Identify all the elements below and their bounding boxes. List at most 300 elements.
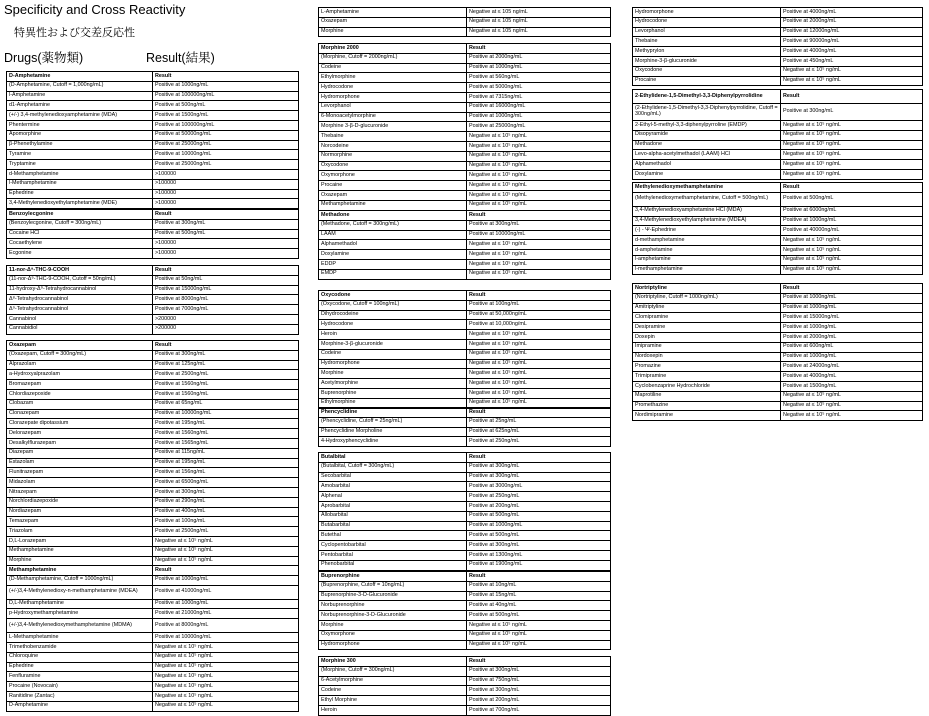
result-cell: Positive at 1000ng/mL <box>781 323 923 333</box>
result-cell: Negative at ≤ 10⁵ ng/mL <box>781 121 923 131</box>
table-row <box>633 236 923 246</box>
result-cell: Negative at ≤ 10⁵ ng/mL <box>467 339 611 349</box>
drug-name-cell: Procaine <box>319 181 467 191</box>
table-row <box>319 141 611 151</box>
drug-class-heading: Butalbital <box>319 453 467 463</box>
drug-name-cell: Maprotiline <box>633 391 781 401</box>
drug-name-cell: Tyramine <box>7 150 153 160</box>
drug-name-cell: Heroin <box>319 330 467 340</box>
table-row <box>7 642 299 652</box>
drug-name-cell: Disopyramide <box>633 130 781 140</box>
result-cell: Positive at 300ng/mL <box>781 104 923 121</box>
drug-name-cell: 2-Ethyl-5-methyl-3,3-diphenylpyrroline (EMDP) <box>633 121 781 131</box>
result-cell: Positive at 40ng/mL <box>467 601 611 611</box>
table-header-row <box>7 341 299 351</box>
result-cell: Negative at ≤ 10⁵ ng/mL <box>467 190 611 200</box>
drug-name-cell: D,L-Methamphetamine <box>7 599 153 609</box>
drug-name-cell: Hydromorphone <box>319 92 467 102</box>
drug-name-cell: Morphine 3-β-D-glucuronide <box>319 122 467 132</box>
table-row <box>319 8 611 18</box>
table-row <box>319 310 611 320</box>
result-cell: Negative at ≤ 10⁵ ng/mL <box>153 556 299 566</box>
table-row <box>319 250 611 260</box>
drug-name-cell: Diazepam <box>7 448 153 458</box>
result-cell: Positive at 7000ng/mL <box>153 305 299 315</box>
drug-name-cell: Phencyclidine Morpholine <box>319 427 467 437</box>
drug-name-cell: Clomipramine <box>633 313 781 323</box>
drug-name-cell: Estazolam <box>7 458 153 468</box>
result-heading: Result <box>467 657 611 667</box>
drug-name-cell: Morphine <box>319 620 467 630</box>
table-row <box>7 229 299 239</box>
table-row <box>7 672 299 682</box>
result-cell: Positive at 25000ng/mL <box>467 122 611 132</box>
drug-name-cell: (-) - Ψ-Ephedrine <box>633 226 781 236</box>
result-cell: Positive at 2000ng/mL <box>781 332 923 342</box>
result-cell: Negative at ≤ 10⁵ ng/mL <box>467 269 611 279</box>
result-cell: Positive at 1000ng/mL <box>467 63 611 73</box>
drug-name-cell: (Morphine, Cutoff = 2000ng/mL) <box>319 53 467 63</box>
drug-name-cell: L-Methamphetamine <box>7 633 153 643</box>
table-row <box>319 417 611 427</box>
table-row <box>7 487 299 497</box>
result-heading: Result <box>781 183 923 193</box>
drug-name-cell: Δ⁸-Tetrahydrocannabinol <box>7 295 153 305</box>
drug-name-cell: Secobarbital <box>319 472 467 482</box>
result-cell: Negative at ≤ 10⁵ ng/mL <box>153 642 299 652</box>
table-row <box>319 161 611 171</box>
table-header-row <box>7 72 299 82</box>
drug-name-cell: Oxazepam <box>319 17 467 27</box>
drug-name-cell: Allobarbital <box>319 511 467 521</box>
result-cell: Positive at 10000ng/mL <box>153 409 299 419</box>
table-header-row <box>7 210 299 220</box>
table-row <box>319 190 611 200</box>
table-row <box>319 151 611 161</box>
drug-name-cell: Morphine <box>319 27 467 37</box>
table-row <box>7 120 299 130</box>
result-cell: Positive at 100000ng/mL <box>153 120 299 130</box>
drug-name-cell: Clorazepate dipotassium <box>7 419 153 429</box>
result-heading: Result <box>467 572 611 582</box>
table-row <box>7 189 299 199</box>
table-row <box>633 160 923 170</box>
result-cell: Positive at 10000ng/mL <box>153 633 299 643</box>
result-cell: Negative at ≤ 10⁵ ng/mL <box>467 250 611 260</box>
result-cell: Positive at 6500ng/mL <box>153 478 299 488</box>
result-cell: Positive at 200ng/mL <box>467 501 611 511</box>
table-row <box>7 458 299 468</box>
table-row <box>319 339 611 349</box>
result-cell: Positive at 125ng/mL <box>153 360 299 370</box>
table-row <box>7 380 299 390</box>
drug-name-cell: Tryptamine <box>7 160 153 170</box>
table-row <box>7 478 299 488</box>
result-heading: Result <box>153 72 299 82</box>
result-cell: Negative at ≤ 10⁵ ng/mL <box>467 398 611 408</box>
table-row <box>319 27 611 37</box>
table-row <box>319 581 611 591</box>
result-cell: Negative at ≤ 10⁵ ng/mL <box>467 330 611 340</box>
table-row <box>7 249 299 259</box>
result-cell: Positive at 156ng/mL <box>153 468 299 478</box>
table-row <box>7 682 299 692</box>
table-row <box>7 370 299 380</box>
result-cell: Positive at 500ng/mL <box>467 611 611 621</box>
table-row <box>7 662 299 672</box>
table-row <box>633 362 923 372</box>
table-row <box>319 102 611 112</box>
result-cell: Positive at 195ng/mL <box>153 419 299 429</box>
table-header-row <box>319 44 611 54</box>
drug-name-cell: Hydrocodone <box>633 17 781 27</box>
table-row <box>319 611 611 621</box>
result-cell: Negative at ≤ 10⁵ ng/mL <box>467 181 611 191</box>
result-cell: Negative at ≤ 10⁵ ng/mL <box>781 76 923 86</box>
reactivity-table <box>6 71 299 209</box>
drug-name-cell: Codeine <box>319 63 467 73</box>
reactivity-table <box>6 265 299 335</box>
result-cell: Positive at 8000ng/mL <box>153 619 299 633</box>
table-row <box>7 101 299 111</box>
drug-name-cell: Promethazine <box>633 401 781 411</box>
result-cell: Positive at 8000ng/mL <box>153 295 299 305</box>
drug-name-cell: Norbuprenorphine <box>319 601 467 611</box>
result-cell: Negative at ≤ 10⁵ ng/mL <box>781 255 923 265</box>
result-cell: Negative at ≤ 10⁵ ng/mL <box>153 701 299 711</box>
table-row <box>319 676 611 686</box>
table-row <box>7 350 299 360</box>
drug-name-cell: Nitrazepam <box>7 487 153 497</box>
drug-name-cell: Heroin <box>319 705 467 715</box>
page-subtitle: 特異性および交差反応性 <box>14 27 135 39</box>
table-header-row <box>319 211 611 221</box>
result-cell: Negative at ≤ 10⁵ ng/mL <box>467 151 611 161</box>
result-cell: Positive at 300ng/mL <box>153 487 299 497</box>
drugs-column-heading: Drugs(薬物類) <box>4 51 84 65</box>
result-cell: Positive at 1300ng/mL <box>467 550 611 560</box>
result-cell: Positive at 25ng/mL <box>467 417 611 427</box>
table-row <box>319 359 611 369</box>
drug-name-cell: Temazepam <box>7 517 153 527</box>
table-row <box>319 601 611 611</box>
reactivity-table <box>632 89 923 180</box>
result-cell: Negative at ≤ 10⁵ ng/mL <box>467 141 611 151</box>
drug-name-cell: EDDP <box>319 259 467 269</box>
result-cell: Negative at ≤ 10⁵ ng/mL <box>153 682 299 692</box>
drug-name-cell: β-Phenethylamine <box>7 140 153 150</box>
table-row <box>7 599 299 609</box>
drug-name-cell: l-Methamphetamine <box>7 179 153 189</box>
table-row <box>633 265 923 275</box>
result-cell: Positive at 1560ng/mL <box>153 380 299 390</box>
drug-name-cell: Methamphetamine <box>319 200 467 210</box>
result-cell: Positive at 300ng/mL <box>467 472 611 482</box>
table-row <box>319 230 611 240</box>
reactivity-table <box>318 290 611 409</box>
table-row <box>319 330 611 340</box>
result-cell: Positive at 2500ng/mL <box>153 370 299 380</box>
result-cell: >100000 <box>153 169 299 179</box>
reactivity-table <box>318 407 611 447</box>
reactivity-table <box>632 7 923 86</box>
drug-name-cell: Cyclopentobarbital <box>319 541 467 551</box>
result-cell: Positive at 100000ng/mL <box>153 91 299 101</box>
table-row <box>319 482 611 492</box>
drug-name-cell: 6-Acetylmorphine <box>319 676 467 686</box>
drug-name-cell: (D-Amphetamine, Cutoff = 1,000ng/mL) <box>7 81 153 91</box>
table-row <box>7 130 299 140</box>
drug-name-cell: Procaine <box>633 76 781 86</box>
drug-name-cell: Hydromorphone <box>319 359 467 369</box>
drug-name-cell: Delorazepam <box>7 429 153 439</box>
result-cell: Negative at ≤ 10⁵ ng/mL <box>781 160 923 170</box>
result-cell: Positive at 1500ng/mL <box>153 111 299 121</box>
drug-name-cell: Cocaine HCl <box>7 229 153 239</box>
drug-name-cell: (+/-) 3,4-methylenedioxyamphetamine (MDA) <box>7 111 153 121</box>
result-cell: >100000 <box>153 199 299 209</box>
result-cell: Positive at 250ng/mL <box>467 437 611 447</box>
drug-name-cell: Nordimipramine <box>633 411 781 421</box>
drug-name-cell: Codeine <box>319 349 467 359</box>
table-header-row <box>319 291 611 301</box>
table-row <box>7 169 299 179</box>
drug-name-cell: (Methylenedioxymethamphetamine, Cutoff = 500ng/mL) <box>633 192 781 206</box>
table-row <box>7 497 299 507</box>
result-cell: Negative at ≤ 10⁵ ng/mL <box>153 652 299 662</box>
drug-name-cell: 4-Hydroxyphencyclidine <box>319 437 467 447</box>
table-row <box>319 92 611 102</box>
table-row <box>319 349 611 359</box>
table-row <box>319 521 611 531</box>
drug-name-cell: Hydromorphone <box>633 8 781 18</box>
result-cell: Positive at 50ng/mL <box>153 275 299 285</box>
table-row <box>7 507 299 517</box>
result-cell: Positive at 2500ng/mL <box>153 527 299 537</box>
result-heading: Result <box>153 566 299 576</box>
result-cell: Negative at ≤ 10⁵ ng/mL <box>781 140 923 150</box>
drug-name-cell: Ephedrine <box>7 662 153 672</box>
table-row <box>7 324 299 334</box>
table-row <box>7 701 299 711</box>
result-heading: Result <box>467 44 611 54</box>
table-row <box>319 200 611 210</box>
drug-name-cell: Alphenal <box>319 492 467 502</box>
drug-name-cell: Cyclobenzaprine Hydrochloride <box>633 381 781 391</box>
drug-name-cell: Morphine <box>7 556 153 566</box>
drug-name-cell: (Oxazepam, Cutoff = 300ng/mL) <box>7 350 153 360</box>
drug-name-cell: LAAM <box>319 230 467 240</box>
result-cell: Positive at 4000ng/mL <box>781 372 923 382</box>
table-row <box>319 181 611 191</box>
result-cell: Positive at 50,000ng/mL <box>467 310 611 320</box>
table-row <box>7 295 299 305</box>
drug-name-cell: (Morphine, Cutoff = 300ng/mL) <box>319 666 467 676</box>
table-row <box>319 269 611 279</box>
drug-class-heading: Methylenedioxymethamphetamine <box>633 183 781 193</box>
reactivity-table <box>6 209 299 259</box>
result-cell: Positive at 100ng/mL <box>467 300 611 310</box>
drug-name-cell: 3,4-Methylenedioxyamphetamine HCl (MDA) <box>633 206 781 216</box>
result-cell: Positive at 10,000ng/mL <box>467 320 611 330</box>
table-row <box>633 169 923 179</box>
drug-name-cell: Fenfluramine <box>7 672 153 682</box>
drug-name-cell: EMDP <box>319 269 467 279</box>
table-row <box>319 472 611 482</box>
result-cell: Positive at 195ng/mL <box>153 458 299 468</box>
result-cell: Positive at 2000ng/mL <box>781 17 923 27</box>
result-cell: Positive at 300ng/mL <box>153 219 299 229</box>
table-row <box>319 541 611 551</box>
drug-name-cell: Levorphanol <box>633 27 781 37</box>
result-cell: Positive at 1560ng/mL <box>153 389 299 399</box>
result-cell: Negative at ≤ 10⁵ ng/mL <box>467 630 611 640</box>
result-heading: Result <box>467 211 611 221</box>
result-cell: Positive at 2000ng/mL <box>467 53 611 63</box>
drug-name-cell: Doxylamine <box>319 250 467 260</box>
drug-name-cell: Levo-alpha-acetylmethadol (LAAM) HCl <box>633 150 781 160</box>
result-cell: Positive at 750ng/mL <box>467 676 611 686</box>
drug-name-cell: (Methadone, Cutoff = 300ng/mL) <box>319 220 467 230</box>
table-row <box>319 492 611 502</box>
table-row <box>319 696 611 706</box>
drug-name-cell: Midazolam <box>7 478 153 488</box>
drug-name-cell: Morphine-3-β-glucuronide <box>633 56 781 66</box>
table-row <box>319 591 611 601</box>
table-row <box>7 314 299 324</box>
table-row <box>319 122 611 132</box>
drug-name-cell: Dihydrocodeine <box>319 310 467 320</box>
drug-name-cell: d-amphetamine <box>633 245 781 255</box>
result-cell: Positive at 300ng/mL <box>467 462 611 472</box>
drug-name-cell: (2-Ethylidene-1,5-Dimethyl-3,3-Diphenylpyrrolidine, Cutoff = 300ng/mL) <box>633 104 781 121</box>
drug-name-cell: Cocaethylene <box>7 239 153 249</box>
drug-name-cell: Ecgonine <box>7 249 153 259</box>
drug-name-cell: Ranitidine (Zantac) <box>7 691 153 701</box>
drug-name-cell: Oxymorphone <box>319 171 467 181</box>
drug-class-heading: Methamphetamine <box>7 566 153 576</box>
result-cell: Positive at 15000ng/mL <box>781 313 923 323</box>
result-cell: Positive at 500ng/mL <box>153 101 299 111</box>
table-header-row <box>633 90 923 104</box>
drug-name-cell: Ethylmorphine <box>319 398 467 408</box>
drug-class-heading: Buprenorphine <box>319 572 467 582</box>
table-row <box>7 199 299 209</box>
table-row <box>633 216 923 226</box>
drug-name-cell: Aprobarbital <box>319 501 467 511</box>
drug-name-cell: Trimipramine <box>633 372 781 382</box>
result-cell: Positive at 1000ng/mL <box>153 81 299 91</box>
table-row <box>7 468 299 478</box>
table-row <box>633 206 923 216</box>
table-row <box>633 323 923 333</box>
reactivity-table <box>318 571 611 650</box>
drug-name-cell: Pentobarbital <box>319 550 467 560</box>
result-cell: Negative at ≤ 10⁵ ng/mL <box>467 388 611 398</box>
result-cell: Positive at 10ng/mL <box>467 581 611 591</box>
table-row <box>7 585 299 599</box>
reactivity-table <box>318 452 611 571</box>
result-cell: >200000 <box>153 314 299 324</box>
drug-name-cell: D,L-Lorazepam <box>7 536 153 546</box>
result-cell: Positive at 560ng/mL <box>467 73 611 83</box>
result-cell: Negative at ≤ 105 ng/mL <box>467 17 611 27</box>
drug-name-cell: Nordoxepin <box>633 352 781 362</box>
table-row <box>633 342 923 352</box>
result-cell: Positive at 1560ng/mL <box>153 429 299 439</box>
table-row <box>633 352 923 362</box>
drug-name-cell: Δ⁹-Tetrahydrocannabinol <box>7 305 153 315</box>
table-row <box>319 560 611 570</box>
result-cell: Positive at 300ng/mL <box>467 686 611 696</box>
drug-name-cell: Desalkylflurazepam <box>7 438 153 448</box>
table-row <box>633 8 923 18</box>
result-cell: Positive at 700ng/mL <box>467 705 611 715</box>
table-row <box>633 140 923 150</box>
result-cell: Positive at 10000ng/mL <box>153 150 299 160</box>
drug-name-cell: 3,4-Methylenedioxyethylamphetamine (MDEA) <box>633 216 781 226</box>
drug-name-cell: 6-Monoacetylmorphine <box>319 112 467 122</box>
result-cell: Positive at 25000ng/mL <box>153 140 299 150</box>
table-row <box>319 73 611 83</box>
result-cell: Positive at 16000ng/mL <box>467 102 611 112</box>
table-row <box>633 255 923 265</box>
table-row <box>633 313 923 323</box>
table-row <box>319 388 611 398</box>
table-row <box>319 705 611 715</box>
result-column-heading: Result(結果) <box>146 51 215 65</box>
reactivity-table <box>318 7 611 37</box>
drug-name-cell: Ephedrine <box>7 189 153 199</box>
drug-name-cell: Triazolam <box>7 527 153 537</box>
table-row <box>7 527 299 537</box>
table-row <box>7 140 299 150</box>
result-cell: Positive at 4000ng/mL <box>781 47 923 57</box>
result-cell: Positive at 300ng/mL <box>467 666 611 676</box>
result-cell: Positive at 300ng/mL <box>467 220 611 230</box>
drug-name-cell: d1-Amphetamine <box>7 101 153 111</box>
table-row <box>633 47 923 57</box>
drug-name-cell: Hydrocodone <box>319 83 467 93</box>
result-heading: Result <box>153 210 299 220</box>
reactivity-table <box>318 656 611 716</box>
table-row <box>633 104 923 121</box>
drug-class-heading: 11-nor-Δ⁹-THC-9-COOH <box>7 266 153 276</box>
drug-name-cell: (Phencyclidine, Cutoff = 25ng/mL) <box>319 417 467 427</box>
table-header-row <box>319 453 611 463</box>
drug-name-cell: Nordiazepam <box>7 507 153 517</box>
drug-name-cell: Doxylamine <box>633 169 781 179</box>
result-heading: Result <box>153 341 299 351</box>
drug-name-cell: Phenobarbital <box>319 560 467 570</box>
drug-name-cell: Butabarbital <box>319 521 467 531</box>
drug-name-cell: Hydromorphone <box>319 640 467 650</box>
table-header-row <box>319 572 611 582</box>
table-row <box>633 76 923 86</box>
drug-name-cell: l-amphetamine <box>633 255 781 265</box>
drug-name-cell: (Butalbital, Cutoff = 300ng/mL) <box>319 462 467 472</box>
drug-name-cell: (Oxycodone, Cutoff = 100ng/mL) <box>319 300 467 310</box>
drug-name-cell: Ethylmorphine <box>319 73 467 83</box>
table-row <box>7 285 299 295</box>
drug-name-cell: Morphine-3-β-glucuronide <box>319 339 467 349</box>
table-row <box>319 640 611 650</box>
result-cell: Negative at ≤ 10⁵ ng/mL <box>781 265 923 275</box>
table-row <box>633 332 923 342</box>
result-cell: Positive at 250ng/mL <box>467 492 611 502</box>
result-cell: Negative at ≤ 10⁵ ng/mL <box>467 240 611 250</box>
table-row <box>7 619 299 633</box>
